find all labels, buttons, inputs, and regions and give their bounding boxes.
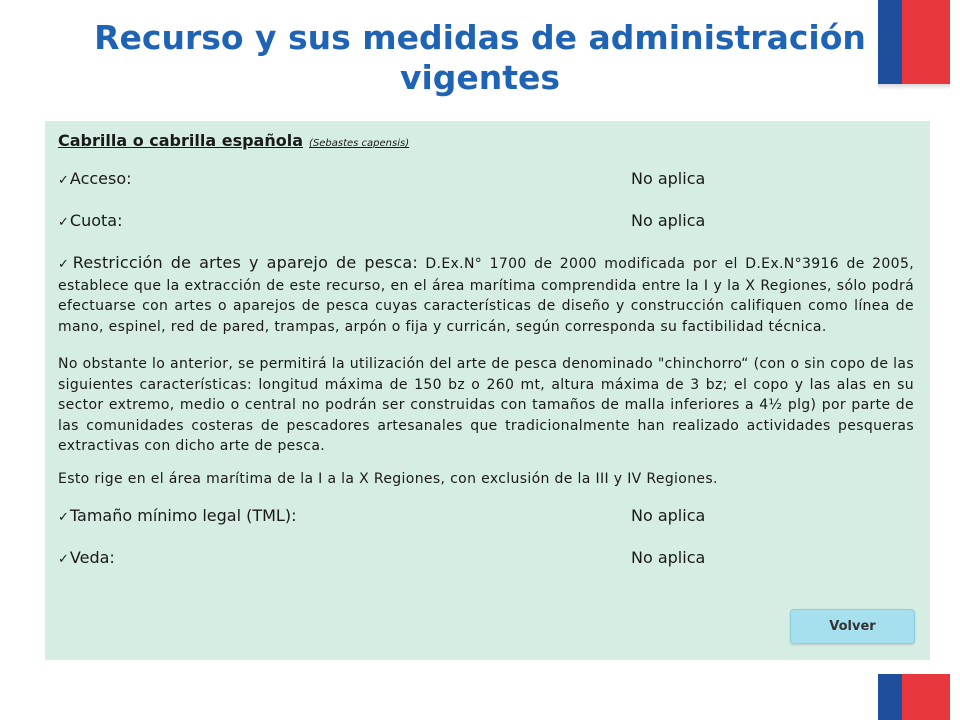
page-title-line1: Recurso y sus medidas de administración [94, 18, 866, 57]
checkmark-icon: ✓ [58, 257, 72, 272]
regions-paragraph: Esto rige en el área marítima de la I a la X Regiones, con exclusión de la III y IV Regiones. [58, 470, 718, 487]
resource-panel [45, 121, 930, 660]
acceso-value: No aplica [631, 169, 706, 188]
species-heading [58, 131, 914, 150]
veda-value: No aplica [631, 548, 706, 567]
cuota-value: No aplica [631, 211, 706, 230]
page-title [90, 18, 870, 98]
tml-label: Tamaño mínimo legal (TML): [69, 506, 297, 525]
restriccion-text: D.Ex.N° 1700 de 2000 modificada por el D.Ex.N°3916 de 2005, establece que la extracción de este recurso, en el área marítima comprendida entre la I y la X Regiones, sólo podrá efectuarse con artes o aparejos de pesca cuyas características de diseño y construcción califiquen como línea de mano, espinel, red de pared, trampas, arpón o fija y curricán, según corresponda su factibilidad técnica. [58, 256, 915, 335]
checkmark-icon: ✓ [58, 510, 69, 525]
acceso-label: Acceso: [69, 169, 132, 188]
tml-value: No aplica [631, 506, 706, 525]
measure-acceso [58, 169, 914, 189]
flag-blue-stripe [878, 0, 902, 84]
measure-cuota [58, 211, 914, 231]
veda-label: Veda: [69, 548, 115, 567]
species-scientific-name: (Sebastes capensis) [309, 138, 410, 149]
measure-restriccion [58, 253, 914, 337]
chinchorro-paragraph: No obstante lo anterior, se permitirá la utilización del arte de pesca denominado "chinchorro“ (con o sin copo de las siguientes características: longitud máxima de 150 bz o 260 mt, altura máxima de 3 bz; el copo y las alas en su sector extremo, medio o central no podrán ser construidas con tamaños de malla inferiores a 4½ plg) por parte de las comunidades costeras de pescadores artesanales que tradicionalmente han realizado actividades pesqueras extractivas con dicho arte de pesca. [58, 356, 914, 454]
checkmark-icon: ✓ [58, 173, 69, 188]
flag-red-stripe [902, 0, 950, 84]
restriccion-label: Restricción de artes y aparejo de pesca: [72, 253, 418, 272]
species-common-name: Cabrilla o cabrilla española [58, 131, 303, 150]
cuota-label: Cuota: [69, 211, 123, 230]
measure-veda [58, 548, 914, 568]
checkmark-icon: ✓ [58, 552, 69, 567]
measure-tml [58, 506, 914, 526]
page-title-line2: vigentes [399, 58, 561, 97]
flag-red-stripe [902, 674, 950, 720]
checkmark-icon: ✓ [58, 215, 69, 230]
flag-logo-top [878, 0, 950, 84]
flag-logo-bottom [878, 674, 950, 720]
flag-blue-stripe [878, 674, 902, 720]
volver-button[interactable]: Volver [790, 609, 915, 644]
